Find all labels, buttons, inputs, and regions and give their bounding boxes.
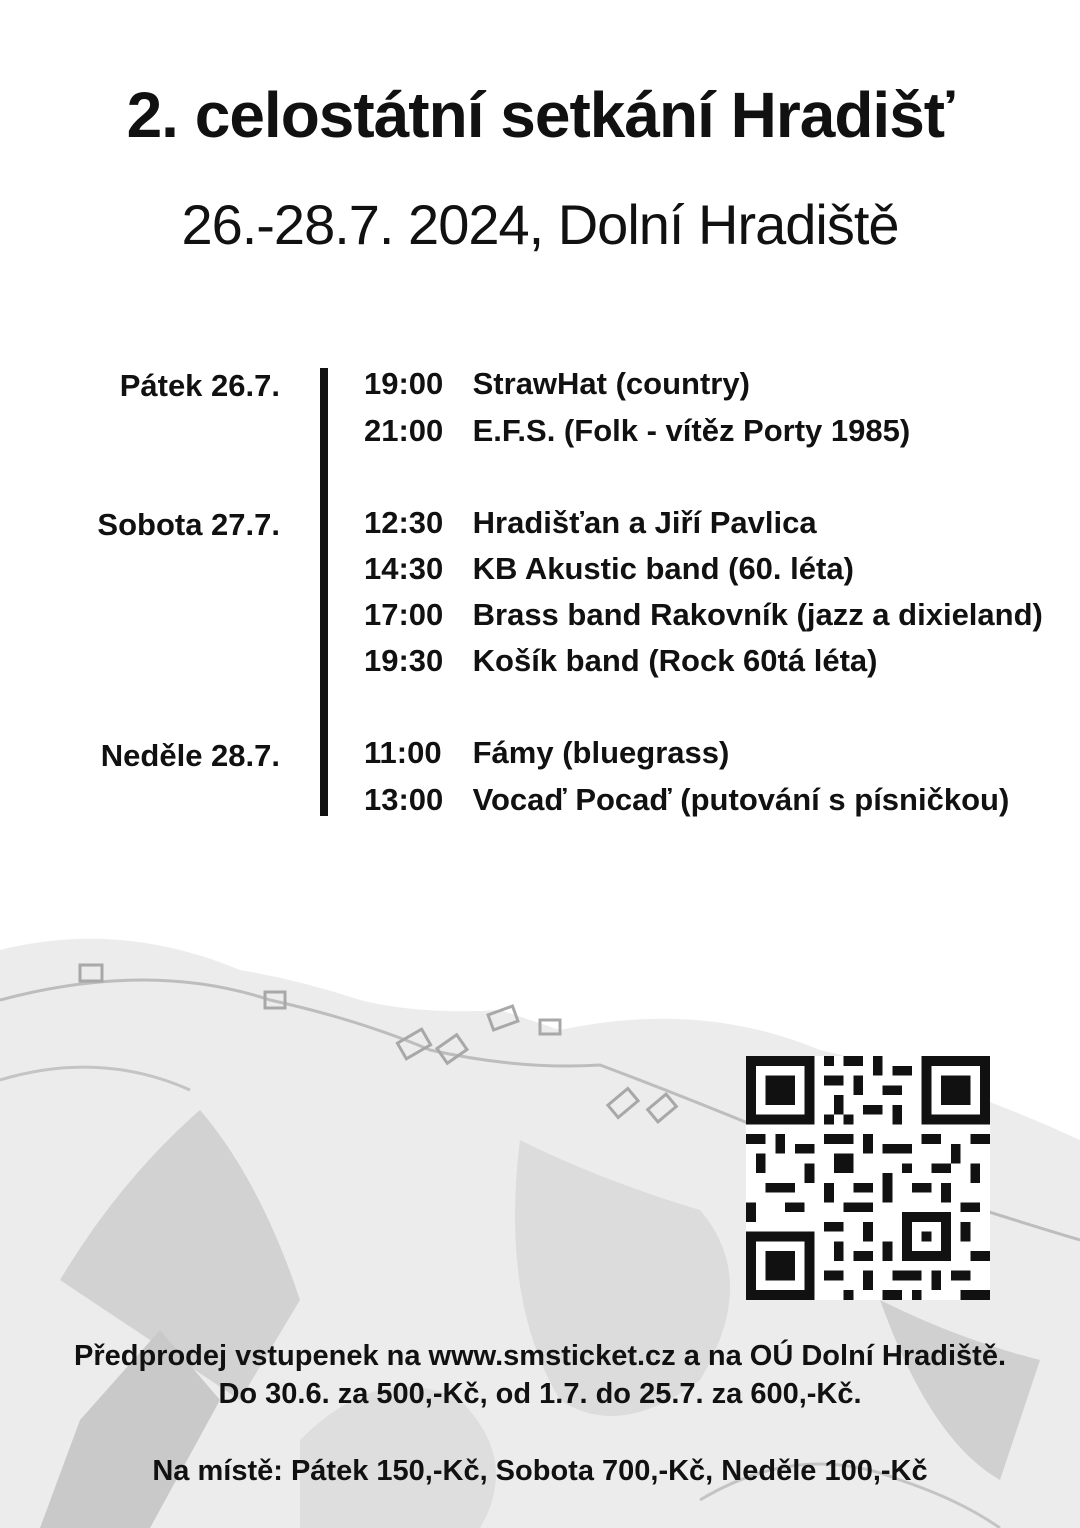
schedule-time: 13:00 [364,782,444,817]
schedule-act: Fámy (bluegrass) [472,735,730,770]
schedule-item [364,551,854,587]
day-label-saturday: Sobota 27.7. [97,507,280,542]
schedule-act: Brass band Rakovník (jazz a dixieland) [472,597,1043,632]
event-date-place: 26.-28.7. 2024, Dolní Hradiště [181,193,899,256]
schedule-time: 12:30 [364,505,444,540]
presale-info: Předprodej vstupenek na www.smsticket.cz a na OÚ Dolní Hradiště. [73,1340,1007,1372]
schedule-time: 21:00 [364,413,444,448]
schedule-time: 17:00 [364,597,444,632]
schedule-item [364,597,1043,633]
schedule-act: Vocaď Pocaď (putování s písničkou) [472,782,1010,817]
schedule-item [364,366,750,402]
on-site-prices: Na místě: Pátek 150,-Kč, Sobota 700,-Kč, Neděle 100,-Kč [152,1455,928,1487]
schedule-time: 19:30 [364,643,444,678]
schedule-time: 14:30 [364,551,444,586]
schedule-time: 11:00 [364,735,442,770]
event-title: 2. celostátní setkání Hradišť [126,79,954,151]
presale-prices: Do 30.6. za 500,-Kč, od 1.7. do 25.7. za 600,-Kč. [218,1378,862,1410]
schedule-item [364,413,910,449]
schedule-act: KB Akustic band (60. léta) [472,551,854,586]
qr-code-icon [746,1056,990,1300]
schedule-act: StrawHat (country) [472,366,750,401]
schedule-item [364,782,1009,818]
day-label-sunday: Neděle 28.7. [100,738,280,773]
schedule-divider [320,368,328,816]
day-label-friday: Pátek 26.7. [119,368,280,403]
schedule-time: 19:00 [364,366,444,401]
schedule-act: Hradišťan a Jiří Pavlica [472,505,817,540]
schedule-item [364,643,877,679]
schedule-act: E.F.S. (Folk - vítěz Porty 1985) [472,413,911,448]
schedule-item [364,505,817,541]
schedule-item [364,735,729,771]
schedule-act: Košík band (Rock 60tá léta) [472,643,878,678]
